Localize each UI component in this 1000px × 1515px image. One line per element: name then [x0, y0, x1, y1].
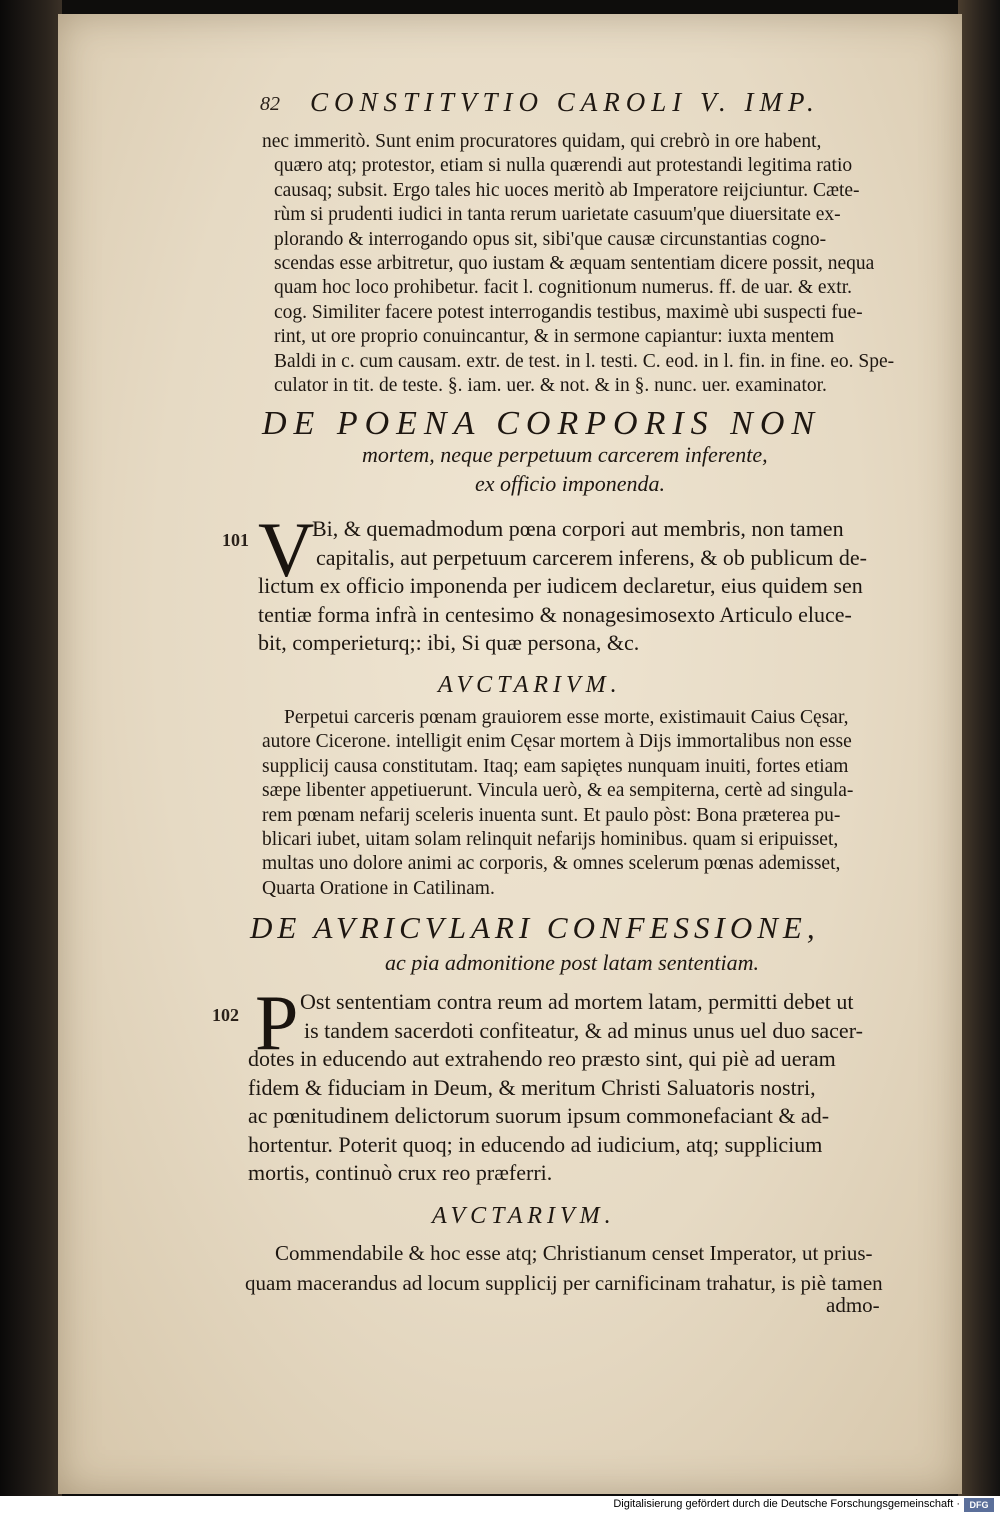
- auctarium-text: [245, 1238, 905, 1298]
- text-line: bit, comperieturq;: ibi, Si quæ persona, &c.: [258, 630, 640, 655]
- text-line: culator in tit. de teste. §. iam. uer. & not. & in §. nunc. uer. examinator.: [274, 375, 827, 397]
- text-line: capitalis, aut perpetuum carcerem inferens, & ob publicum de-: [316, 544, 868, 570]
- text-line: rint, ut ore proprio conuincantur, & in sermone capiantur: iuxta mentem: [274, 326, 835, 348]
- text-line: dotes in educendo aut extrahendo reo præsto sint, qui piè ad ueram: [248, 1046, 836, 1071]
- text-line: Commendabile & hoc esse atq; Christianum censet Imperator, ut prius-: [275, 1241, 873, 1265]
- catchword-text: admo-: [826, 1293, 880, 1317]
- text-line: fidem & fiduciam in Deum, & meritum Christi Saluatoris nostri,: [248, 1074, 816, 1100]
- heading-title: DE POENA CORPORIS NON: [262, 405, 822, 442]
- text-line: supplicij causa constitutam. Itaq; eam sapiętes nunquam inuiti, fortes etiam: [262, 755, 849, 777]
- text-line: hortentur. Poterit quoq; in educendo ad iudicium, atq; supplicium: [248, 1131, 823, 1157]
- text-line: Quarta Oratione in Catilinam.: [262, 877, 495, 899]
- page-number: 82: [260, 93, 280, 115]
- subheading-line: mortem, neque perpetuum carcerem inferente,: [362, 442, 768, 467]
- text-line: Bi, & quemadmodum pœna corpori aut membris, non tamen: [312, 516, 844, 541]
- subheading-line: ex officio imponenda.: [475, 471, 666, 496]
- text-line: causaq; subsit. Ergo tales hic uoces meritò ab Imperatore reijciuntur. Cæte-: [274, 179, 860, 201]
- text-line: blicari iubet, uitam solam relinquit nefarijs hominibus. quam si eripuisset,: [262, 829, 839, 851]
- article-102-heading: [250, 910, 820, 946]
- subheading-line: ac pia admonitione post latam sententiam.: [385, 950, 759, 975]
- dfg-logo-icon: DFG: [964, 1498, 994, 1512]
- auctarium-heading: [432, 1203, 616, 1230]
- auctarium-text: [262, 706, 912, 901]
- article-101-text-cont: [258, 572, 908, 658]
- text-line: sæpe libenter appetiuerunt. Vincula uerò, & ea sempiterna, certè ad singula-: [262, 780, 854, 802]
- footer-bar: [0, 1496, 1000, 1515]
- auctarium-heading: [438, 672, 622, 699]
- heading-title: DE AVRICVLARI CONFESSIONE,: [250, 910, 820, 945]
- text-line: tentiæ forma infrà in centesimo & nonagesimosexto Articulo elucе-: [258, 601, 852, 627]
- text-line: quam macerandus ad locum supplicij per carnificinam trahatur, is piè tamen: [245, 1271, 883, 1295]
- drop-capital: V: [258, 506, 315, 593]
- margin-number: 101: [222, 530, 249, 550]
- text-line: lictum ex officio imponenda per iudicem declaretur, eius quidem sen: [258, 573, 863, 598]
- article-102-subheading: [385, 950, 759, 976]
- running-head: [260, 87, 900, 127]
- text-line: nec immeritò. Sunt enim procuratores quidam, qui crebrò in ore habent,: [262, 131, 822, 152]
- article-101-subheading: [475, 471, 665, 497]
- book-edge-left: [0, 0, 62, 1496]
- article-101-subheading: [362, 442, 768, 468]
- text-line: rùm si prudenti iudici in tanta rerum uarietate casuum'que diuersitate ex-: [274, 204, 841, 226]
- text-line: multas uno dolore animi ac corporis, & omnes scelerum pœnas ademisset,: [262, 853, 841, 875]
- auctarium-title: AVCTARIVM.: [438, 672, 622, 698]
- book-edge-right: [958, 0, 1000, 1496]
- text-line: rem pœnam nefarij sceleris inuenta sunt. Et paulo pòst: Bona præterea pu-: [262, 804, 841, 826]
- running-title: CONSTITVTIO CAROLI V. IMP.: [310, 87, 820, 117]
- text-line: scendas esse arbitretur, quo iustam & æquam sententiam dicere possit, nequa: [274, 253, 875, 275]
- funding-credit: Digitalisierung gefördert durch die Deutsche Forschungsgemeinschaft ·: [613, 1498, 960, 1510]
- text-line: autore Cicerone. intelligit enim Cęsar mortem à Dijs immortalibus non esse: [262, 731, 852, 753]
- text-line: Perpetui carceris pœnam grauiorem esse morte, existimauit Caius Cęsar,: [284, 707, 849, 728]
- article-101-heading: [262, 405, 912, 443]
- text-line: quam hoc loco prohibetur. facit l. cognitionum numerus. ff. de uar. & extr.: [274, 277, 853, 299]
- text-line: quæro atq; protestor, etiam si nulla quærendi aut protestandi legitima ratio: [274, 155, 853, 177]
- article-102-text-cont: [248, 1045, 908, 1188]
- margin-number: 102: [212, 1005, 239, 1025]
- drop-capital: P: [255, 979, 299, 1066]
- text-line: plorando & interrogando opus sit, sibi'que causæ circunstantias cogno-: [274, 228, 827, 250]
- catchword: [826, 1293, 880, 1318]
- text-line: cog. Similiter facere potest interrogandis testibus, maximè ubi suspecti fue-: [274, 301, 863, 323]
- text-line: ac pœnitudinem delictorum suorum ipsum commonefaciant & ad-: [248, 1103, 830, 1128]
- article-101-text: [312, 515, 912, 572]
- text-line: is tandem sacerdoti confiteatur, & ad minus unus uel duo sacer-: [304, 1017, 863, 1043]
- text-line: Ost sententiam contra reum ad mortem latam, permitti debet ut: [300, 989, 854, 1014]
- text-line: mortis, continuò crux reo præferri.: [248, 1160, 553, 1185]
- top-paragraph: [262, 130, 912, 398]
- article-102-text: [300, 988, 900, 1045]
- text-line: Baldi in c. cum causam. extr. de test. in l. testi. C. eod. in l. fin. in fine. eo. Spe-: [274, 350, 895, 372]
- auctarium-title: AVCTARIVM.: [432, 1203, 616, 1229]
